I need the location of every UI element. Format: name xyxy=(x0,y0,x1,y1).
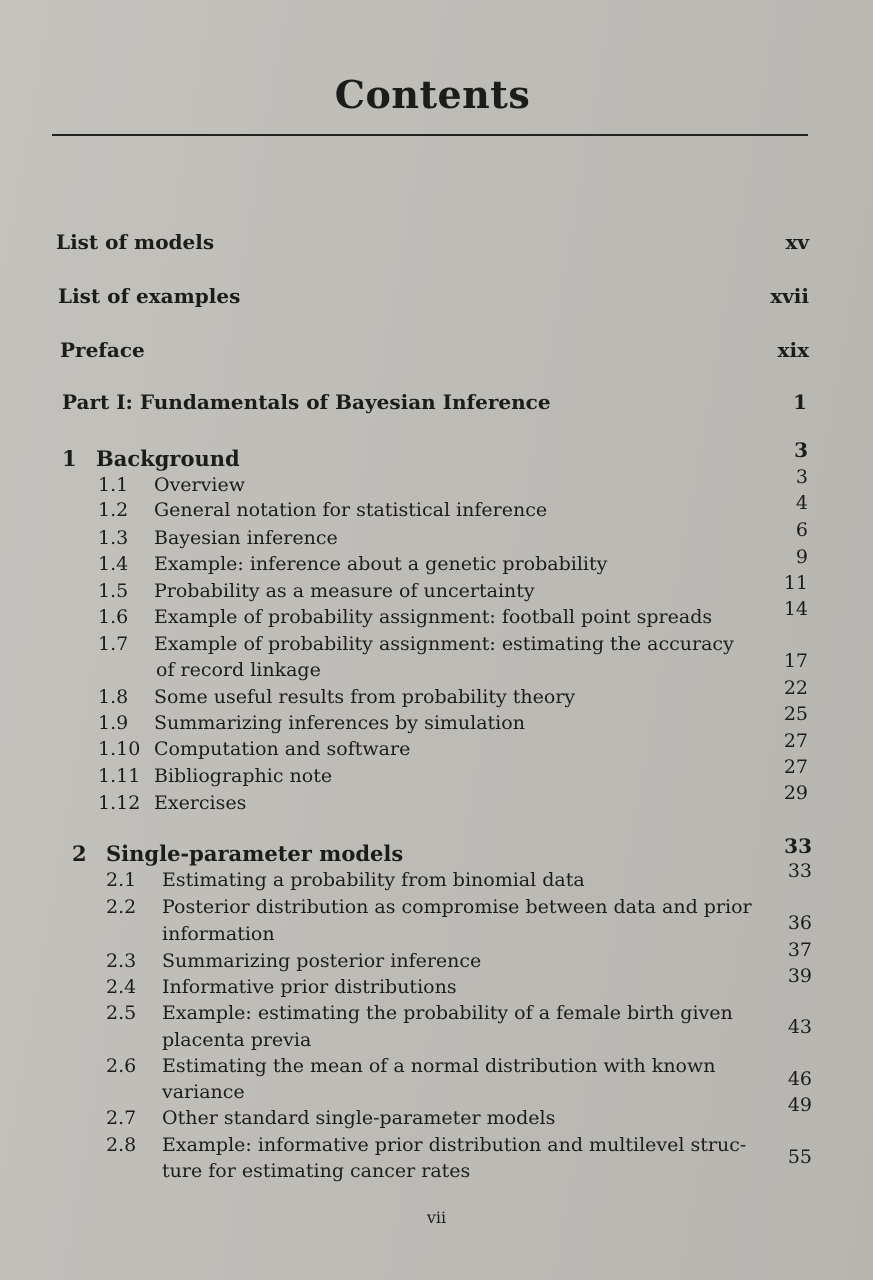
section-page: 17 xyxy=(783,650,808,672)
section-entry: 1.5 Probability as a measure of uncertainty xyxy=(98,580,535,602)
section-page: 25 xyxy=(783,703,808,725)
section-page: 49 xyxy=(787,1094,812,1116)
section-page: 4 xyxy=(795,492,808,514)
chapter-heading-2 xyxy=(72,841,403,866)
section-page: 27 xyxy=(783,730,808,752)
section-entry: 1.2 General notation for statistical inference xyxy=(98,499,548,521)
section-title-continuation: ture for estimating cancer rates xyxy=(162,1160,471,1182)
section-page: 6 xyxy=(795,519,808,541)
chapter-title: Background xyxy=(96,446,240,471)
section-page: 29 xyxy=(783,782,808,804)
section-title-continuation: information xyxy=(162,923,275,945)
section-entry: 2.7 Other standard single-parameter models xyxy=(106,1107,556,1129)
section-page: 27 xyxy=(783,756,808,778)
title-rule xyxy=(52,134,808,136)
section-entry: 1.11 Bibliographic note xyxy=(98,765,333,787)
entry-label: List of examples xyxy=(58,284,241,308)
entry-page: xv xyxy=(785,230,809,254)
toc-entry-preface xyxy=(60,338,809,362)
chapter-page: 33 xyxy=(784,834,812,858)
section-page: 36 xyxy=(787,912,812,934)
section-page: 46 xyxy=(787,1068,812,1090)
section-page: 39 xyxy=(787,965,812,987)
chapter-title: Single-parameter models xyxy=(106,841,404,866)
section-entry: 1.4 Example: inference about a genetic probability xyxy=(98,553,608,575)
section-entry: 2.5 Example: estimating the probability of a female birth given xyxy=(106,1002,733,1024)
section-entry: 1.7 Example of probability assignment: estimating the accuracy xyxy=(98,633,734,655)
section-page: 3 xyxy=(795,466,808,488)
chapter-heading-1 xyxy=(62,446,240,471)
toc-part-1 xyxy=(62,390,807,414)
page-title: Contents xyxy=(334,72,531,117)
part-page: 1 xyxy=(793,390,807,414)
entry-label: List of models xyxy=(56,230,215,254)
section-title-continuation: of record linkage xyxy=(156,659,321,681)
section-entry: 1.3 Bayesian inference xyxy=(98,527,338,549)
section-entry: 2.6 Estimating the mean of a normal distribution with known xyxy=(106,1055,716,1077)
section-entry: 2.3 Summarizing posterior inference xyxy=(106,950,482,972)
section-entry: 1.8 Some useful results from probability theory xyxy=(98,686,576,708)
section-entry: 2.1 Estimating a probability from binomial data xyxy=(106,869,585,891)
section-entry: 1.1 Overview xyxy=(98,474,245,496)
chapter-number: 1 xyxy=(62,446,77,471)
section-entry: 1.12 Exercises xyxy=(98,792,247,814)
section-page: 22 xyxy=(783,677,808,699)
part-label: Part I: Fundamentals of Bayesian Inference xyxy=(62,390,551,414)
section-page: 55 xyxy=(787,1146,812,1168)
toc-entry-list-of-examples xyxy=(58,284,809,308)
section-title-continuation: placenta previa xyxy=(162,1029,312,1051)
entry-page: xvii xyxy=(770,284,809,308)
section-page: 37 xyxy=(787,939,812,961)
chapter-number: 2 xyxy=(72,841,87,866)
toc-entry-list-of-models xyxy=(56,230,809,254)
section-page: 11 xyxy=(783,572,808,594)
section-page: 43 xyxy=(787,1016,812,1038)
section-entry: 2.8 Example: informative prior distribution and multilevel struc- xyxy=(106,1134,747,1156)
page-number: vii xyxy=(426,1208,447,1227)
section-entry: 2.4 Informative prior distributions xyxy=(106,976,457,998)
section-title-continuation: variance xyxy=(162,1081,245,1103)
section-page: 9 xyxy=(795,546,808,568)
section-entry: 1.10 Computation and software xyxy=(98,738,411,760)
section-page: 33 xyxy=(787,860,812,882)
entry-label: Preface xyxy=(60,338,145,362)
section-page: 14 xyxy=(783,598,808,620)
chapter-page: 3 xyxy=(794,438,808,462)
section-entry: 1.9 Summarizing inferences by simulation xyxy=(98,712,525,734)
section-entry: 2.2 Posterior distribution as compromise between data and prior xyxy=(106,896,752,918)
entry-page: xix xyxy=(777,338,809,362)
section-entry: 1.6 Example of probability assignment: football point spreads xyxy=(98,606,713,628)
